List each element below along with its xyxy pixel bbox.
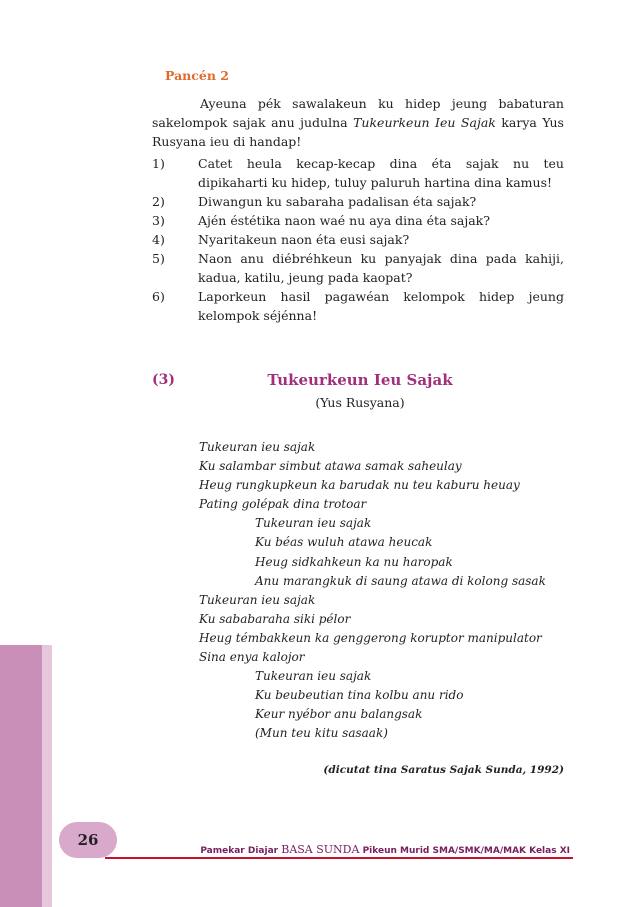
intro-text-2: karya Yus Rusyana ieu di handap! [152, 115, 564, 149]
footer-pre: Pamekar Diajar [200, 846, 282, 856]
poem-line: (Mun teu kitu sasaak) [255, 726, 388, 741]
side-color-bar [0, 645, 42, 907]
poem-author: (Yus Rusyana) [315, 395, 405, 410]
poem-line: Sina enya kalojor [199, 650, 305, 665]
poem-number: (3) [152, 372, 175, 388]
poem-line: Ku béas wuluh atawa heucak [255, 535, 433, 550]
page-number: 26 [59, 822, 117, 858]
poem-line: Keur nyébor anu balangsak [255, 707, 423, 722]
footer-rule [105, 857, 573, 859]
poem-line: Ku salambar simbut atawa samak saheulay [199, 459, 462, 474]
footer-post: Pikeun Murid SMA/SMK/MA/MAK Kelas XI [359, 846, 570, 856]
task-intro [152, 94, 564, 151]
task-title: Pancén 2 [165, 68, 229, 83]
task-item: 5) Naon anu diébréhkeun ku panyajak dina pada kahiji, kadua, katilu, jeung pada kaopat? [152, 251, 564, 285]
poem-line: Tukeuran ieu sajak [199, 592, 316, 607]
task-list [152, 154, 564, 325]
poem-title: Tukeurkeun Ieu Sajak [267, 371, 453, 389]
poem-body [199, 438, 579, 744]
intro-poem-title: Tukeurkeun Ieu Sajak [353, 115, 496, 130]
poem-line: Ku sababaraha siki pélor [199, 611, 351, 626]
side-color-bar-light [42, 645, 52, 907]
task-item: 2) Diwangun ku sabaraha padalisan éta sajak? [152, 194, 477, 209]
poem-line: Heug témbakkeun ka genggerong koruptor manipulator [199, 630, 542, 645]
poem-line: Tukeuran ieu sajak [255, 669, 372, 684]
footer-subject: BASA SUNDA [281, 843, 360, 856]
task-item: 3) Ajén éstétika naon waé nu aya dina éta sajak? [152, 213, 490, 228]
poem-line: Tukeuran ieu sajak [199, 440, 316, 454]
poem-line: Ku beubeutian tina kolbu anu rido [255, 688, 464, 703]
footer-text [200, 843, 570, 856]
intro-text-1: Ayeuna pék sawalakeun ku hidep jeung babaturan sakelompok sajak anu judulna [152, 96, 564, 130]
poem-line: Heug rungkupkeun ka barudak nu teu kaburu heuay [199, 478, 520, 493]
task-item: 1) Catet heula kecap-kecap dina éta sajak nu teu dipikaharti ku hidep, tuluy paluruh hartina dina kamus! [152, 156, 564, 190]
task-item: 6) Laporkeun hasil pagawéan kelompok hidep jeung kelompok séjénna! [152, 289, 564, 323]
task-item: 4) Nyaritakeun naon éta eusi sajak? [152, 232, 410, 247]
poem-line: Pating golépak dina trotoar [199, 497, 367, 512]
poem-source: (dicutat tina Saratus Sajak Sunda, 1992) [323, 764, 564, 776]
poem-line: Tukeuran ieu sajak [255, 516, 372, 531]
poem-line: Heug sidkahkeun ka nu haropak [255, 554, 453, 569]
poem-line: Anu marangkuk di saung atawa di kolong sasak [255, 573, 546, 588]
